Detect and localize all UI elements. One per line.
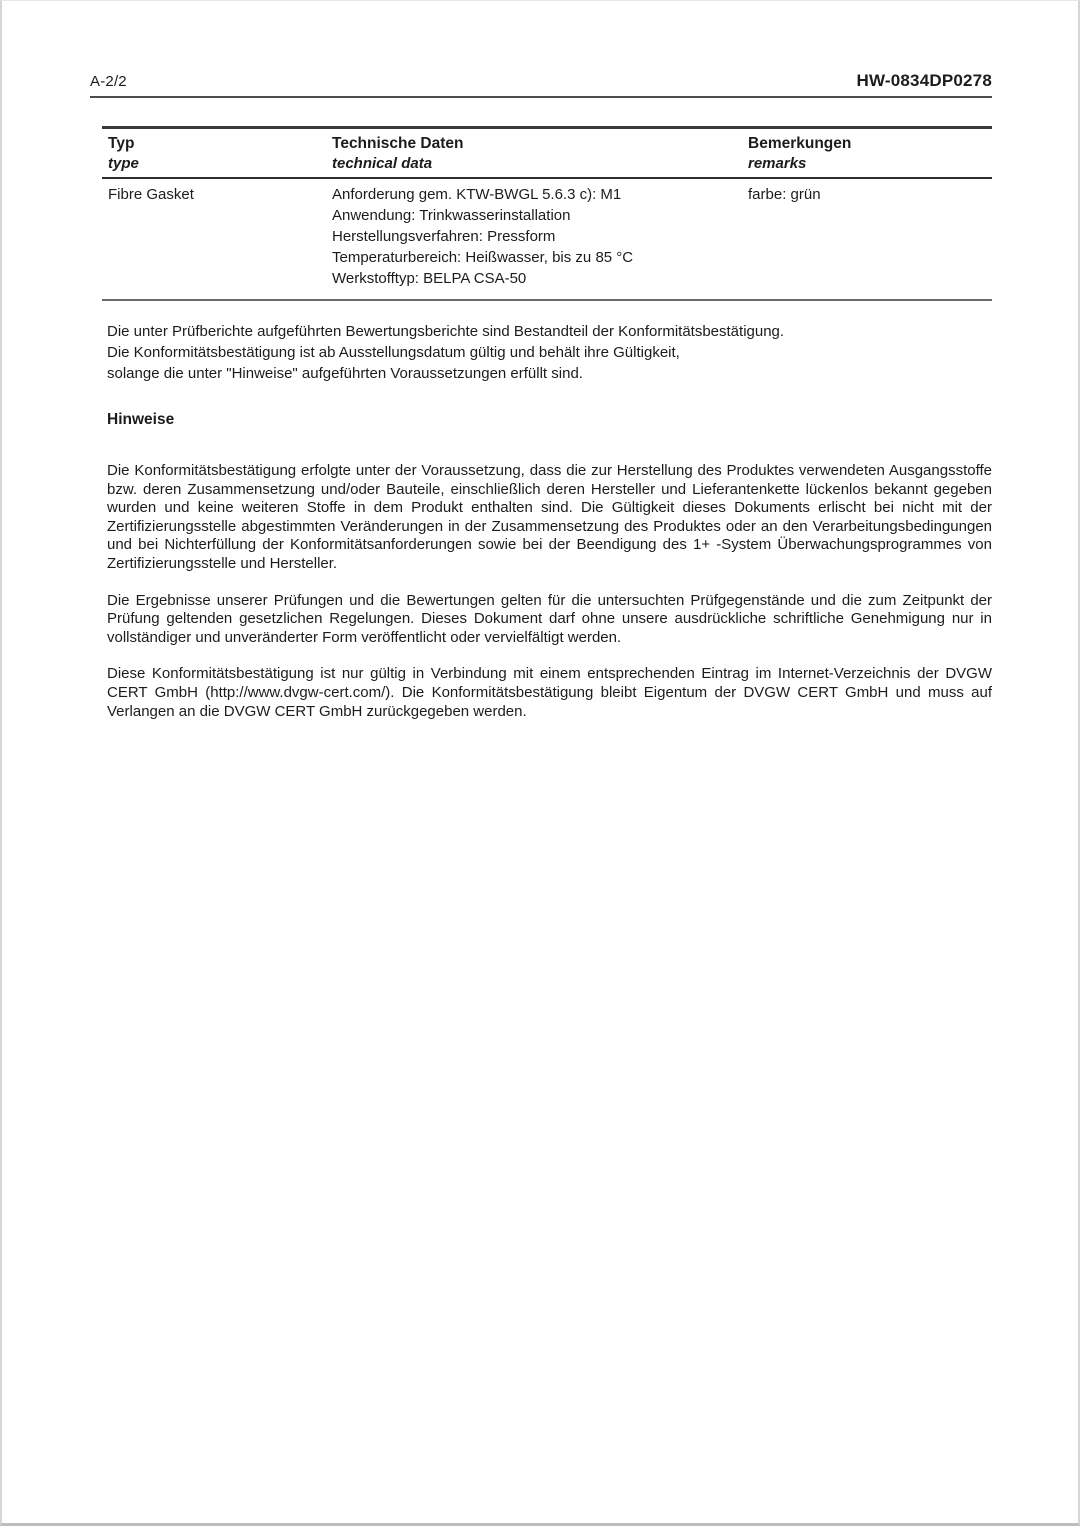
hinweise-heading: Hinweise [107,411,175,428]
column-title: Bemerkungen [748,135,852,152]
column-header-technische-daten [332,134,748,174]
page-header [90,71,992,91]
column-subtitle: remarks [748,155,807,172]
column-title: Technische Daten [332,135,464,152]
table-row [102,179,992,299]
page-number-label: A-2/2 [90,73,127,90]
hinweise-paragraph: Die Konformitätsbestätigung erfolgte unter der Voraussetzung, dass die zur Herstellung des Produktes verwendeten Ausgangsstoffe bzw. deren Zusammensetzung und/oder Bauteile, einschließlich deren Hersteller und Lieferantenkette lückenlos bekannt gegeben wurden und keine weiteren Stoffe in dem Produkt enthalten sind. Die Gültigkeit dieses Dokuments erlischt bei nicht mit der Zertifizierungsstelle abgestimmten Veränderungen in der Zusammensetzung des Produktes oder an den Verarbeitungsbedingungen und bei Nichterfüllung der Konformitätsanforderungen sowie bei der Beendigung des 1+ -System Überwachungsprogrammes von Zertifizierungsstelle und Hersteller. [107,462,992,572]
page-content [90,1,992,721]
column-subtitle: type [108,155,139,172]
tech-data-line: Anwendung: Trinkwasserinstallation [332,207,571,224]
hinweise-paragraph: Diese Konformitätsbestätigung ist nur gültig in Verbindung mit einem entsprechenden Eintrag im Internet-Verzeichnis der DVGW CERT GmbH (http://www.dvgw-cert.com/). Die Konformitätsbestätigung bleibt Eigentum der DVGW CERT GmbH und muss auf Verlangen an die DVGW CERT GmbH zurückgegeben werden. [107,665,992,720]
header-rule [90,96,992,98]
hinweise-paragraph: Die Ergebnisse unserer Prüfungen und die Bewertungen gelten für die untersuchten Prüfgegenstände und die zum Zeitpunkt der Prüfung geltenden gesetzlichen Regelungen. Dieses Dokument darf ohne unsere ausdrückliche schriftliche Genehmigung nur in vollständiger und unveränderter Form veröffentlicht oder vervielfältigt werden. [107,591,992,646]
column-header-bemerkungen [748,134,992,174]
table-header-row [102,129,992,177]
column-subtitle: technical data [332,155,433,172]
column-header-typ [108,134,332,174]
cell-typ: Fibre Gasket [108,186,194,203]
validity-statement [90,321,975,384]
validity-line: solange die unter "Hinweise" aufgeführten Voraussetzungen erfüllt sind. [107,365,583,382]
tech-data-line: Temperaturbereich: Heißwasser, bis zu 85 °C [332,249,634,266]
validity-line: Die unter Prüfberichte aufgeführten Bewertungsberichte sind Bestandteil der Konformitätsbestätigung. [107,323,785,340]
technical-data-table [102,126,992,301]
validity-line: Die Konformitätsbestätigung ist ab Ausstellungsdatum gültig und behält ihre Gültigkeit, [107,344,680,361]
cell-technische-daten [332,184,748,289]
tech-data-line: Anforderung gem. KTW-BWGL 5.6.3 c): M1 [332,186,622,203]
tech-data-line: Herstellungsverfahren: Pressform [332,228,556,245]
cell-bemerkungen: farbe: grün [748,186,821,203]
document-number: HW-0834DP0278 [856,71,992,90]
tech-data-line: Werkstofftyp: BELPA CSA-50 [332,270,527,287]
column-title: Typ [108,135,135,152]
table-bottom-rule [102,299,992,301]
